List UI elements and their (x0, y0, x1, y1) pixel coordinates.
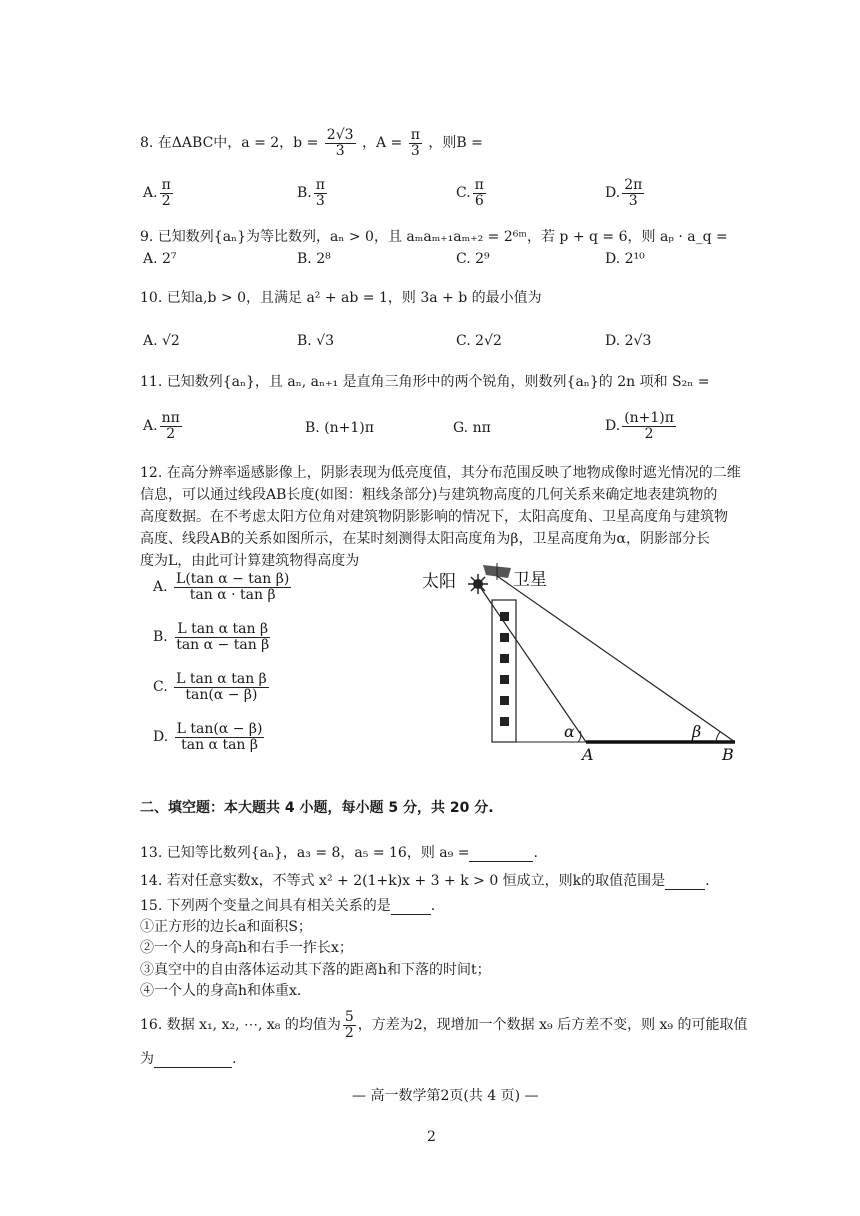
sun-label: 太阳 (422, 572, 456, 592)
q12-line-1: 12. 在高分辨率遥感影像上，阴影表现为低亮度值，其分布范围反映了地物成像时遮光情况的二维 (140, 465, 741, 481)
q8-stem: 8. 在ΔABC中，a = 2，b = (140, 135, 319, 152)
q8-a-fraction: $\frac{\pi}{3}$ (410, 127, 420, 159)
q12-option-b: B. $\frac{\text{L tan α tan β}}{\text{tan α − tan β}}$ (153, 621, 270, 653)
question-13: 13. 已知等比数列{aₙ}，a₃ = 8，a₅ = 16，则 a₉ = . (140, 845, 538, 861)
q12-line-5: 度为L，由此可计算建筑物得高度为 (140, 553, 360, 569)
q10-option-b: B. √3 (297, 333, 335, 349)
q9-option-d: D. 2¹⁰ (605, 251, 645, 267)
q15-item-3: ③真空中的自由落体运动其下落的距离h和下落的时间t； (140, 962, 491, 978)
question-10: 10. 已知a,b > 0，且满足 a² + ab = 1，则 3a + b 的最小值为 (140, 290, 542, 306)
q15-answer-blank[interactable] (391, 898, 431, 915)
point-a-label: A (582, 745, 594, 764)
q10-option-c: C. 2√2 (456, 333, 502, 349)
q13-answer-blank[interactable] (469, 845, 533, 862)
section-2-heading: 二、填空题：本大题共 4 小题，每小题 5 分，共 20 分. (140, 800, 494, 816)
question-11: 11. 已知数列{aₙ}，且 aₙ, aₙ₊₁ 是直角三角形中的两个锐角，则数列{aₙ}的 2n 项和 S₂ₙ = (140, 374, 710, 390)
q9-option-c: C. 2⁹ (456, 251, 490, 267)
q15-item-1: ①正方形的边长a和面积S； (140, 919, 312, 935)
question-15: 15. 下列两个变量之间具有相关关系的是 . (140, 898, 436, 914)
question-16: 16. 数据 x₁, x₂, ⋯, x₈ 的均值为 $\frac{5}{2}$ ，方差为2，现增加一个数据 x₉ 后方差不变，则 x₉ 的可能取值 (140, 1009, 748, 1041)
question-9: 9. 已知数列{aₙ}为等比数列，aₙ > 0，且 aₘaₘ₊₁aₘ₊₂ = 2⁶ᵐ，若 p + q = 6，则 aₚ · a_q = (140, 229, 728, 245)
q8-option-b: B. $\frac{\pi}{3}$ (297, 177, 325, 209)
q10-option-a: A. √2 (143, 333, 180, 349)
satellite-icon (483, 563, 511, 580)
satellite-label: 卫星 (513, 570, 547, 590)
q12-line-3: 高度数据。在不考虑太阳方位角对建筑物阴影影响的情况下，太阳高度角、卫星高度角与建筑物 (140, 509, 728, 525)
q16-mean-fraction: $\frac{5}{2}$ (344, 1009, 354, 1041)
page-number: 2 (427, 1129, 436, 1145)
q8-option-d: D. $\frac{2\pi}{3}$ (605, 177, 643, 209)
q9-option-b: B. 2⁸ (297, 251, 331, 267)
q8-option-a: A. $\frac{\pi}{2}$ (143, 177, 171, 209)
q15-item-2: ②一个人的身高h和右手一拃长x； (140, 940, 353, 956)
question-12 (140, 462, 780, 572)
q8-a-part: ，A = (361, 135, 403, 152)
q12-figure (400, 560, 780, 765)
q12-option-c: C. $\frac{\text{L tan α tan β}}{\tan(\alpha - \beta)}$ (153, 671, 267, 703)
page-footer: — 高一数学第2页(共 4 页) — (352, 1088, 539, 1104)
q11-option-d: D. $\frac{(n+1)\pi}{2}$ (605, 410, 674, 442)
q12-option-a: A. $\frac{\text{L(tan α − tan β)}}{\text{tan α · tan β}}$ (153, 571, 290, 603)
q11-option-a: A. $\frac{n\pi}{2}$ (143, 410, 180, 442)
alpha-label: α (564, 722, 575, 741)
q8-b-fraction: $\frac{2√3}{3}$ (326, 127, 354, 159)
q12-line-4: 高度、线段AB的关系如图所示，在某时刻测得太阳高度角为β，卫星高度角为α，阴影部分长 (140, 531, 710, 547)
question-8 (140, 128, 483, 158)
question-16-line-2: 为 . (140, 1051, 237, 1067)
q12-line-2: 信息，可以通过线段AB长度(如图：粗线条部分)与建筑物高度的几何关系来确定地表建筑物的 (140, 487, 718, 503)
q16-answer-blank[interactable] (154, 1051, 232, 1068)
q11-option-c: G. nπ (453, 420, 491, 436)
q12-option-d: D. $\frac{\text{L tan(α − β)}}{\text{tan α tan β}}$ (153, 721, 263, 753)
q8-tail: ，则B = (428, 135, 483, 152)
point-b-label: B (722, 745, 734, 764)
q9-option-a: A. 2⁷ (143, 251, 177, 267)
q10-option-d: D. 2√3 (605, 333, 652, 349)
question-14: 14. 若对任意实数x，不等式 x² + 2(1+k)x + 3 + k > 0 恒成立，则k的取值范围是 . (140, 873, 710, 889)
q11-option-b: B. (n+1)π (305, 420, 374, 436)
q15-item-4: ④一个人的身高h和体重x. (140, 983, 302, 999)
q8-option-c: C. $\frac{\pi}{6}$ (456, 177, 484, 209)
q14-answer-blank[interactable] (665, 873, 705, 890)
beta-label: β (692, 722, 702, 741)
sun-ray (497, 576, 735, 742)
